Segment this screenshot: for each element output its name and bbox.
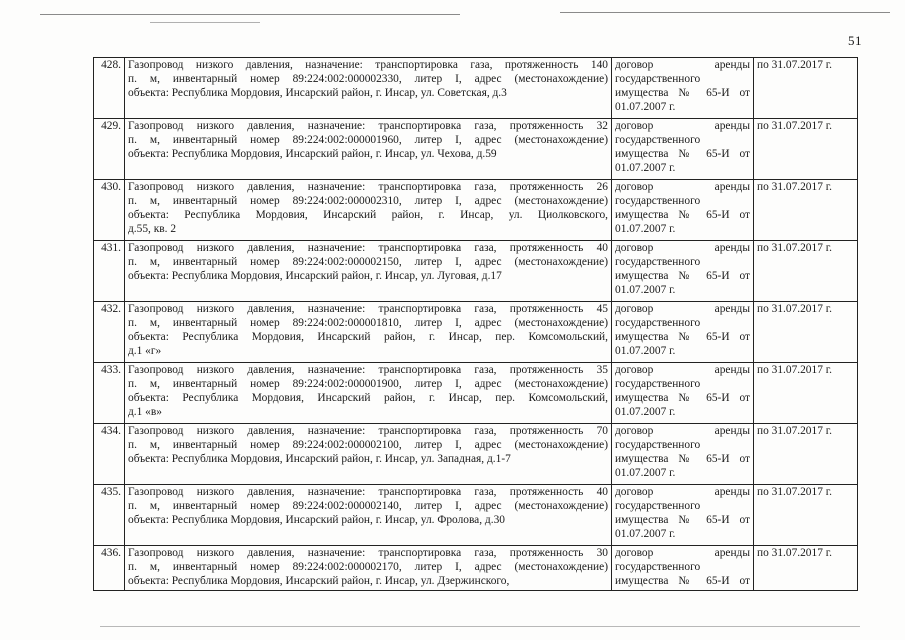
lease-agreement: [612, 485, 754, 546]
description-line: объекта: Республика Мордовия, Инсарский район, г. Инсар, ул. Западная, д.1-7: [128, 453, 511, 465]
lease-term: по 31.07.2017 г.: [754, 485, 858, 546]
description-line: п. м, инвентарный номер 89:224:002:000002170, литер I, адрес (местонахождение): [128, 561, 608, 573]
agreement-line: государственного: [615, 378, 701, 390]
row-number: 428.: [94, 58, 125, 119]
table-row: [94, 58, 858, 119]
agreement-line: договор аренды: [615, 486, 750, 498]
agreement-line: 01.07.2007 г.: [615, 345, 676, 357]
agreement-line: 01.07.2007 г.: [615, 223, 676, 235]
description-line: д.1 «в»: [128, 406, 162, 418]
agreement-line: государственного: [615, 195, 701, 207]
lease-term: по 31.07.2017 г.: [754, 424, 858, 485]
agreement-line: имущества № 65-И от: [615, 514, 750, 526]
agreement-line: имущества № 65-И от: [615, 453, 750, 465]
table-row: [94, 363, 858, 424]
agreement-line: имущества № 65-И от: [615, 392, 750, 404]
row-number: 431.: [94, 241, 125, 302]
agreement-line: договор аренды: [615, 181, 750, 193]
table-row: [94, 424, 858, 485]
description-line: Газопровод низкого давления, назначение: транспортировка газа, протяженность 70: [128, 425, 608, 437]
description-line: объекта: Республика Мордовия, Инсарский район, г. Инсар, ул. Советская, д.3: [128, 87, 507, 99]
agreement-line: договор аренды: [615, 59, 750, 71]
agreement-line: 01.07.2007 г.: [615, 406, 676, 418]
agreement-line: договор аренды: [615, 303, 750, 315]
agreement-line: государственного: [615, 256, 701, 268]
description-line: п. м, инвентарный номер 89:224:002:000002150, литер I, адрес (местонахождение): [128, 256, 608, 268]
description-line: п. м, инвентарный номер 89:224:002:000001960, литер I, адрес (местонахождение): [128, 134, 608, 146]
agreement-line: государственного: [615, 439, 701, 451]
agreement-line: имущества № 65-И от: [615, 331, 750, 343]
description-line: Газопровод низкого давления, назначение: транспортировка газа, протяженность 35: [128, 364, 608, 376]
description-line: объекта: Республика Мордовия, Инсарский район, г. Инсар, ул. Чехова, д.59: [128, 148, 497, 160]
lease-agreement: [612, 119, 754, 180]
table-row: [94, 119, 858, 180]
object-description: [125, 546, 612, 591]
lease-term: по 31.07.2017 г.: [754, 302, 858, 363]
row-number: 429.: [94, 119, 125, 180]
description-line: Газопровод низкого давления, назначение: транспортировка газа, протяженность 140: [128, 59, 608, 71]
lease-agreement: [612, 363, 754, 424]
description-line: п. м, инвентарный номер 89:224:002:000001810, литер I, адрес (местонахождение): [128, 317, 608, 329]
description-line: Газопровод низкого давления, назначение: транспортировка газа, протяженность 40: [128, 486, 608, 498]
agreement-line: 01.07.2007 г.: [615, 162, 676, 174]
agreement-line: имущества № 65-И от: [615, 148, 750, 160]
row-number: 435.: [94, 485, 125, 546]
description-line: п. м, инвентарный номер 89:224:002:000001900, литер I, адрес (местонахождение): [128, 378, 608, 390]
row-number: 430.: [94, 180, 125, 241]
row-number: 434.: [94, 424, 125, 485]
agreement-line: 01.07.2007 г.: [615, 467, 676, 479]
scan-artifact-header: [150, 22, 260, 23]
description-line: объекта: Республика Мордовия, Инсарский район, г. Инсар, пер. Комсомольский,: [128, 331, 608, 343]
lease-agreement: [612, 546, 754, 591]
object-description: [125, 241, 612, 302]
table-row: [94, 485, 858, 546]
description-line: д.55, кв. 2: [128, 223, 177, 235]
description-line: объекта: Республика Мордовия, Инсарский район, г. Инсар, ул. Фролова, д.30: [128, 514, 505, 526]
lease-agreement: [612, 424, 754, 485]
scan-artifact-top-right: [560, 12, 890, 13]
object-description: [125, 363, 612, 424]
row-number: 436.: [94, 546, 125, 591]
agreement-line: имущества № 65-И от: [615, 575, 750, 587]
description-line: объекта: Республика Мордовия, Инсарский район, г. Инсар, ул. Луговая, д.17: [128, 270, 502, 282]
lease-agreement: [612, 58, 754, 119]
agreement-line: договор аренды: [615, 547, 750, 559]
description-line: объекта: Республика Мордовия, Инсарский район, г. Инсар, пер. Комсомольский,: [128, 392, 608, 404]
agreement-line: имущества № 65-И от: [615, 270, 750, 282]
agreement-line: 01.07.2007 г.: [615, 528, 676, 540]
scan-artifact-top: [40, 14, 460, 15]
description-line: Газопровод низкого давления, назначение: транспортировка газа, протяженность 30: [128, 547, 608, 559]
object-description: [125, 180, 612, 241]
page-number: 51: [848, 33, 862, 48]
agreement-line: государственного: [615, 317, 701, 329]
object-description: [125, 424, 612, 485]
agreement-line: договор аренды: [615, 364, 750, 376]
lease-term: по 31.07.2017 г.: [754, 58, 858, 119]
description-line: д.1 «г»: [128, 345, 162, 357]
agreement-line: государственного: [615, 73, 701, 85]
object-description: [125, 58, 612, 119]
lease-agreement: [612, 180, 754, 241]
description-line: Газопровод низкого давления, назначение: транспортировка газа, протяженность 40: [128, 242, 608, 254]
table-row: [94, 546, 858, 591]
agreement-line: государственного: [615, 134, 701, 146]
scan-artifact-bottom: [100, 626, 860, 627]
lease-term: по 31.07.2017 г.: [754, 180, 858, 241]
table-row: [94, 302, 858, 363]
lease-term: по 31.07.2017 г.: [754, 241, 858, 302]
object-description: [125, 485, 612, 546]
agreement-line: имущества № 65-И от: [615, 87, 750, 99]
description-line: п. м, инвентарный номер 89:224:002:000002330, литер I, адрес (местонахождение): [128, 73, 608, 85]
agreement-line: договор аренды: [615, 242, 750, 254]
agreement-line: 01.07.2007 г.: [615, 101, 676, 113]
property-registry-table: [93, 57, 858, 591]
lease-agreement: [612, 302, 754, 363]
lease-agreement: [612, 241, 754, 302]
table-row: [94, 241, 858, 302]
row-number: 432.: [94, 302, 125, 363]
agreement-line: договор аренды: [615, 120, 750, 132]
agreement-line: государственного: [615, 500, 701, 512]
table-row: [94, 180, 858, 241]
object-description: [125, 119, 612, 180]
object-description: [125, 302, 612, 363]
lease-term: по 31.07.2017 г.: [754, 546, 858, 591]
agreement-line: договор аренды: [615, 425, 750, 437]
description-line: п. м, инвентарный номер 89:224:002:000002310, литер I, адрес (местонахождение): [128, 195, 608, 207]
description-line: объекта: Республика Мордовия, Инсарский район, г. Инсар, ул. Дзержинского,: [128, 575, 510, 587]
description-line: п. м, инвентарный номер 89:224:002:000002100, литер I, адрес (местонахождение): [128, 439, 608, 451]
lease-term: по 31.07.2017 г.: [754, 119, 858, 180]
description-line: Газопровод низкого давления, назначение: транспортировка газа, протяженность 32: [128, 120, 608, 132]
description-line: п. м, инвентарный номер 89:224:002:000002140, литер I, адрес (местонахождение): [128, 500, 608, 512]
description-line: Газопровод низкого давления, назначение: транспортировка газа, протяженность 45: [128, 303, 608, 315]
agreement-line: имущества № 65-И от: [615, 209, 750, 221]
agreement-line: государственного: [615, 561, 701, 573]
description-line: объекта: Республика Мордовия, Инсарский район, г. Инсар, ул. Циолковского,: [128, 209, 608, 221]
lease-term: по 31.07.2017 г.: [754, 363, 858, 424]
description-line: Газопровод низкого давления, назначение: транспортировка газа, протяженность 26: [128, 181, 608, 193]
agreement-line: 01.07.2007 г.: [615, 284, 676, 296]
row-number: 433.: [94, 363, 125, 424]
